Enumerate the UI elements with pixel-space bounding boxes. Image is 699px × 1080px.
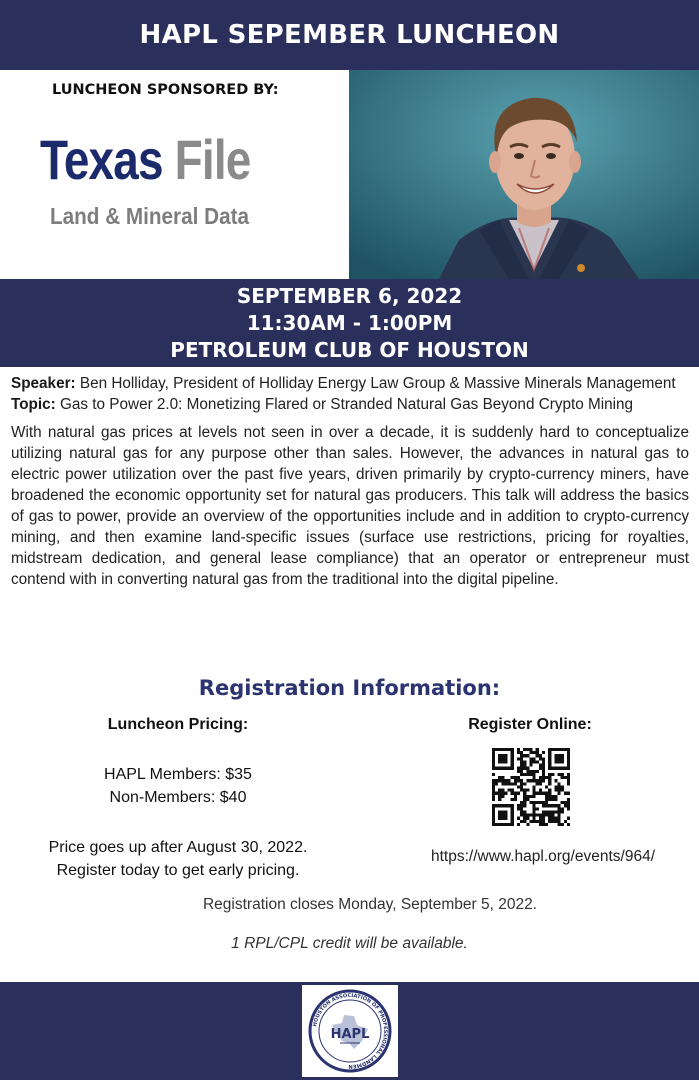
speaker-text: Ben Holliday, President of Holliday Energy Law Group & Massive Minerals Management: [79, 375, 676, 392]
sponsor-logo: [40, 128, 251, 191]
credit-note: 1 RPL/CPL credit will be available.: [231, 935, 468, 952]
registration-qr-code[interactable]: [492, 748, 570, 826]
register-online-heading: Register Online:: [468, 716, 592, 733]
header-banner: [0, 0, 699, 70]
topic-label: Topic:: [11, 396, 56, 413]
registration-closes-note: Registration closes Monday, September 5, 2022.: [202, 896, 537, 913]
topic-text: Gas to Power 2.0: Monetizing Flared or Stranded Natural Gas Beyond Crypto Mining: [60, 396, 634, 413]
sponsor-logo-word-1: Texas: [40, 128, 163, 191]
pricing-heading: Luncheon Pricing:: [107, 716, 249, 733]
page-title: HAPL SEPEMBER LUNCHEON: [139, 20, 560, 50]
price-note-deadline: Price goes up after August 30, 2022.: [48, 839, 308, 856]
event-date: SEPTEMBER 6, 2022: [236, 284, 463, 308]
pricing-column: [28, 713, 328, 882]
sponsor-logo-subtitle: Land & Mineral Data: [50, 203, 249, 229]
event-venue: PETROLEUM CLUB OF HOUSTON: [170, 338, 529, 362]
registration-link[interactable]: https://www.hapl.org/events/964/: [430, 848, 656, 865]
seal-ring-text: HOUSTON ASSOCIATION OF PROFESSIONAL LANDMEN: [312, 992, 389, 1070]
talk-description: With natural gas prices at levels not seen in over a decade, it is suddenly hard to conceptualize utilizing natural gas for any purpose other than sales. However, the advances in natural gas to electric power utilization over the past five years, driven primarily by crypto-currency miners, have broadened the economic opportunity set for natural gas producers. This talk will address the basics of gas to power, provide an overview of the opportunities include and in addition to crypto-currency mining, and then examine land-specific issues (surface use restrictions, pricing for royalties, midstream dedication, and general lease compliance) that an operator or entrepreneur must contend with in converting natural gas from the traditional into the digital pipeline.: [11, 424, 689, 588]
topic-line: [11, 394, 689, 415]
event-info-banner: [0, 279, 699, 367]
speaker-photo: [349, 70, 699, 279]
sponsor-logo-word-2: File: [174, 128, 251, 191]
sponsor-panel: [0, 70, 349, 279]
price-note-early: Register today to get early pricing.: [56, 862, 300, 879]
event-details: [11, 373, 689, 590]
members-price: HAPL Members: $35: [104, 766, 252, 783]
registration-heading: Registration Information:: [198, 676, 501, 700]
speaker-portrait-illustration: [349, 70, 699, 279]
sponsor-label: LUNCHEON SPONSORED BY:: [52, 82, 279, 98]
hapl-seal-icon: [302, 985, 398, 1077]
hapl-logo: [302, 985, 398, 1077]
event-time: 11:30AM - 1:00PM: [246, 311, 453, 335]
speaker-line: [11, 373, 689, 394]
seal-abbr: HAPL: [330, 1027, 370, 1042]
register-online-column: [380, 713, 680, 736]
speaker-label: Speaker:: [11, 375, 76, 392]
nonmembers-price: Non-Members: $40: [109, 789, 247, 806]
